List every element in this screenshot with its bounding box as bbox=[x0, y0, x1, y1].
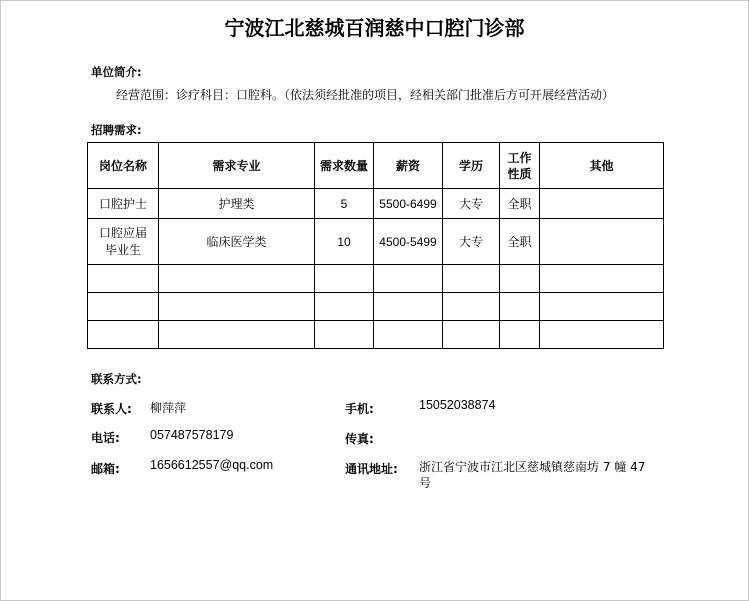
address-value: 浙江省宁波市江北区慈城镇慈南坊 7 幢 47 号 bbox=[419, 460, 646, 490]
col-header-nature: 工作性质 bbox=[500, 143, 540, 189]
email-value: 1656612557@qq.com bbox=[150, 458, 274, 472]
recruitment-table bbox=[87, 142, 664, 349]
recruitment-heading: 招聘需求: bbox=[91, 123, 142, 137]
col-header-education: 学历 bbox=[443, 143, 500, 189]
document-title: 宁波江北慈城百润慈中口腔门诊部 bbox=[224, 16, 525, 40]
fax-label: 传真: bbox=[345, 432, 374, 446]
contact-person-label: 联系人: bbox=[91, 402, 132, 416]
company-intro-heading: 单位简介: bbox=[91, 65, 142, 79]
mobile-value: 15052038874 bbox=[419, 398, 496, 412]
address-label: 通讯地址: bbox=[345, 462, 398, 476]
cell-nature: 全职 bbox=[500, 219, 540, 265]
table-row bbox=[88, 189, 664, 219]
contact-heading: 联系方式: bbox=[91, 372, 142, 386]
cell-other bbox=[540, 189, 664, 219]
col-header-count: 需求数量 bbox=[315, 143, 374, 189]
email-label: 邮箱: bbox=[91, 462, 120, 476]
cell-count: 10 bbox=[315, 219, 374, 265]
col-header-major: 需求专业 bbox=[159, 143, 315, 189]
cell-salary: 4500-5499 bbox=[374, 219, 443, 265]
table-row-empty bbox=[88, 321, 664, 349]
cell-education: 大专 bbox=[443, 189, 500, 219]
col-header-other: 其他 bbox=[540, 143, 664, 189]
cell-other bbox=[540, 219, 664, 265]
table-row-empty bbox=[88, 265, 664, 293]
cell-education: 大专 bbox=[443, 219, 500, 265]
company-intro-text: 经营范围：诊疗科目：口腔科。（依法须经批准的项目，经相关部门批准后方可开展经营活动） bbox=[116, 88, 615, 102]
cell-major: 临床医学类 bbox=[159, 219, 315, 265]
table-row-empty bbox=[88, 293, 664, 321]
table-header-row bbox=[88, 143, 664, 189]
phone-label: 电话: bbox=[91, 431, 120, 445]
cell-position: 口腔护士 bbox=[88, 189, 159, 219]
cell-position: 口腔应届毕业生 bbox=[88, 219, 159, 265]
mobile-label: 手机: bbox=[345, 402, 374, 416]
col-header-position: 岗位名称 bbox=[88, 143, 159, 189]
table-row bbox=[88, 219, 664, 265]
cell-count: 5 bbox=[315, 189, 374, 219]
contact-person-value: 柳萍萍 bbox=[150, 401, 187, 415]
col-header-salary: 薪资 bbox=[374, 143, 443, 189]
cell-major: 护理类 bbox=[159, 189, 315, 219]
phone-value: 057487578179 bbox=[150, 428, 234, 442]
cell-salary: 5500-6499 bbox=[374, 189, 443, 219]
cell-nature: 全职 bbox=[500, 189, 540, 219]
